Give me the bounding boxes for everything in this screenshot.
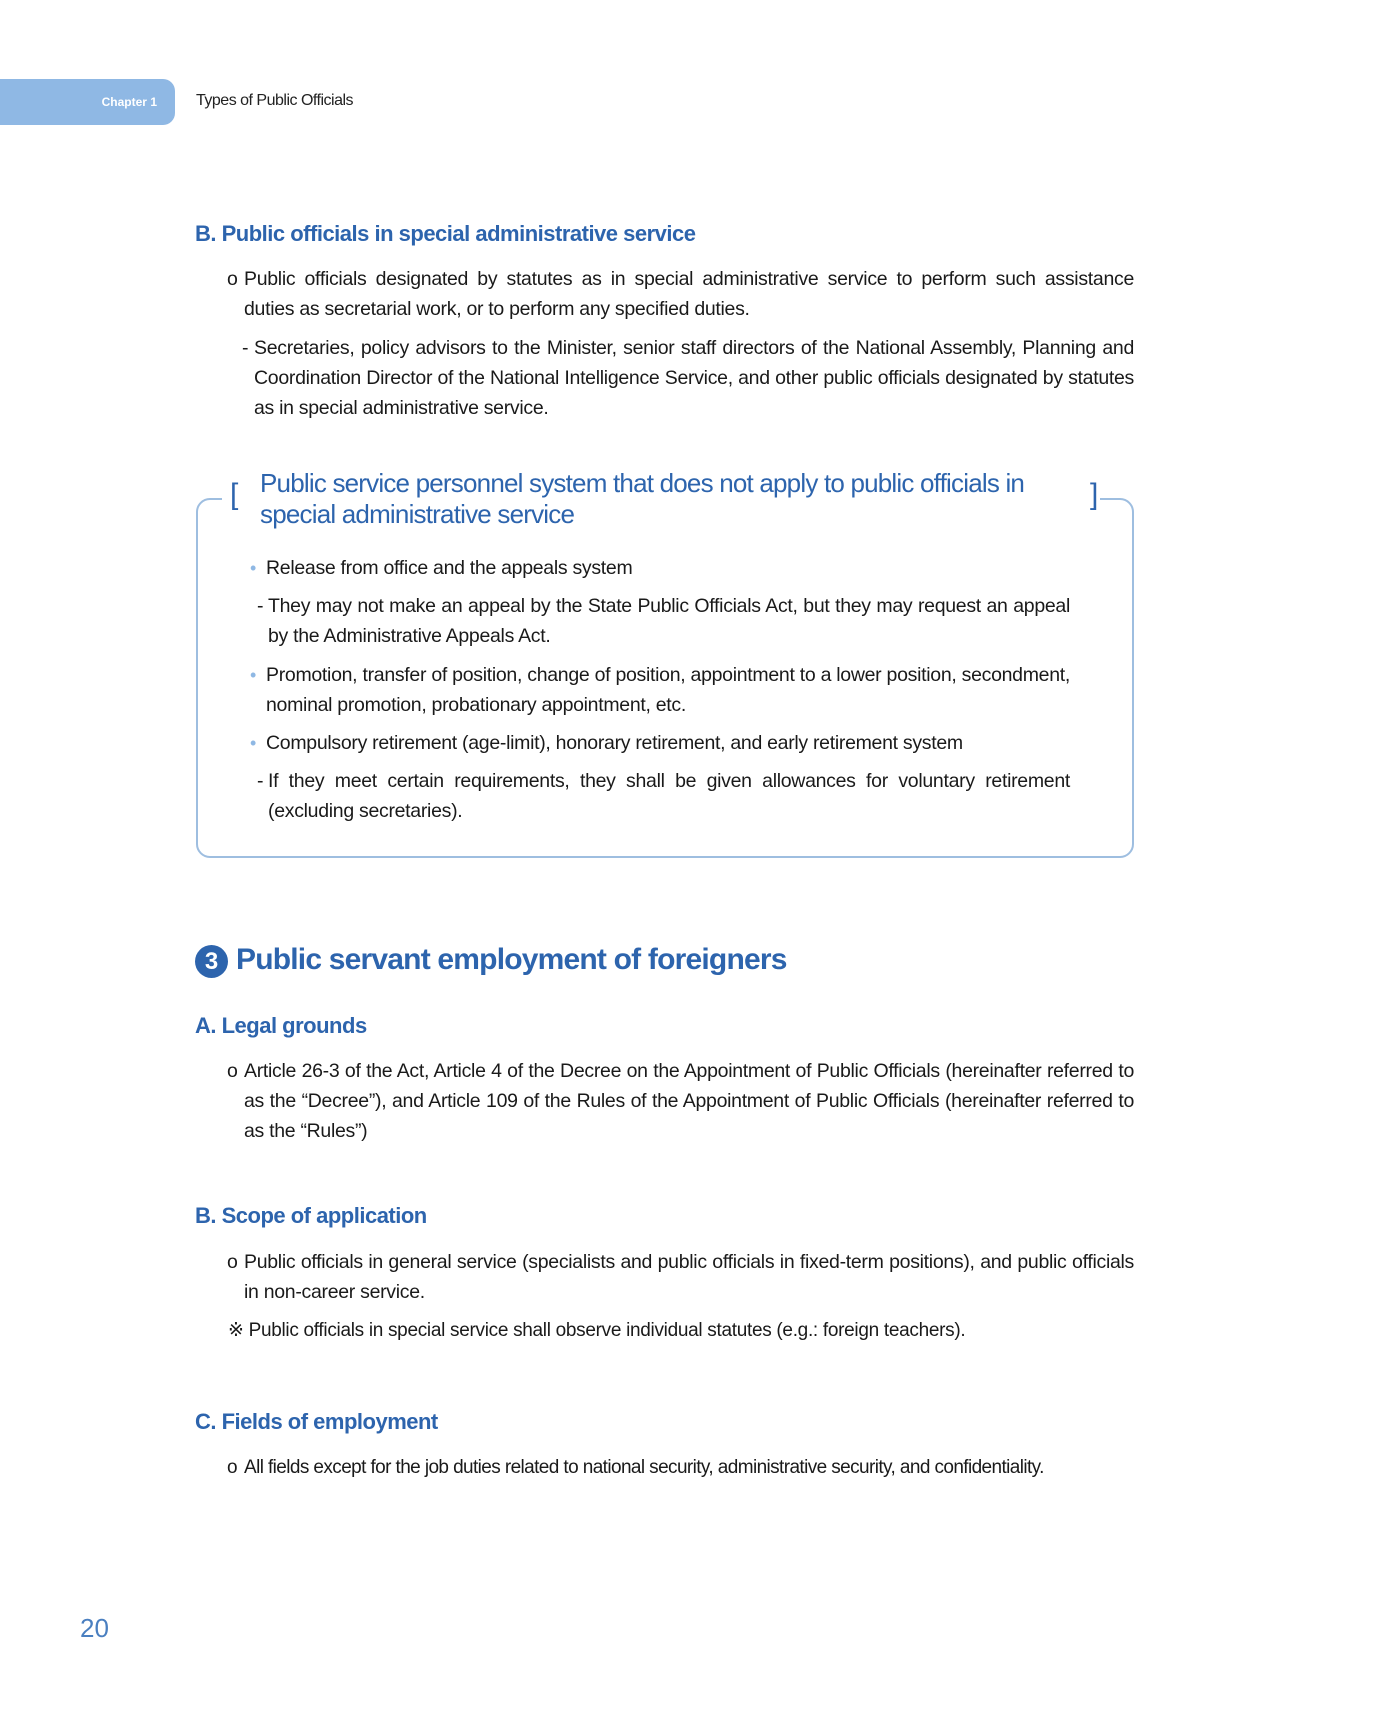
bracket-open: [	[230, 478, 239, 511]
bullet-legal-grounds	[227, 1056, 1134, 1146]
dash-special-service	[242, 333, 1134, 423]
running-title: Types of Public Officials	[196, 92, 354, 109]
bullet-text: Public officials designated by statutes as in special administrative service to perform such assistance duties as secretarial work, or to perform any specified duties.	[244, 268, 1134, 320]
dash-marker: -	[257, 595, 264, 617]
heading-fields: C. Fields of employment	[195, 1409, 438, 1434]
circle-bullet-icon: o	[227, 1060, 238, 1082]
bullet-scope	[227, 1247, 1134, 1307]
callout-item-1-sub-text: They may not make an appeal by the State Public Officials Act, but they may request an appeal by the Administrative Appeals Act.	[268, 595, 1070, 647]
heading-scope: B. Scope of application	[195, 1203, 427, 1228]
legal-grounds-text: Article 26-3 of the Act, Article 4 of the Decree on the Appointment of Public Officials (hereinafter referred to as the “Decree”), and Article 109 of the Rules of the Appointment of Public Officials (hereinafter referred to as the “Rules”)	[244, 1060, 1134, 1142]
callout-item-3-text: Compulsory retirement (age-limit), honorary retirement, and early retirement system	[266, 732, 963, 754]
scope-note: ※ Public officials in special service shall observe individual statutes (e.g.: foreign teachers).	[228, 1320, 966, 1341]
circle-bullet-icon: o	[227, 1457, 237, 1478]
chapter-tab	[0, 79, 175, 125]
heading-legal-grounds: A. Legal grounds	[195, 1013, 367, 1038]
page-number: 20	[80, 1613, 109, 1643]
callout-item-1	[250, 553, 1070, 583]
circle-bullet-icon: o	[227, 1251, 238, 1273]
section-title: Public servant employment of foreigners	[236, 943, 787, 976]
dot-bullet-icon: •	[250, 665, 257, 685]
dash-marker: -	[242, 337, 249, 359]
circle-bullet-icon: o	[227, 268, 238, 290]
chapter-label: Chapter 1	[101, 95, 157, 109]
callout-title: Public service personnel system that does not apply to public officials in special administrative service	[260, 468, 1025, 529]
fields-text: All fields except for the job duties related to national security, administrative security, and confidentiality.	[244, 1457, 1044, 1478]
dot-bullet-icon: •	[250, 733, 257, 753]
dash-marker: -	[257, 770, 264, 792]
dot-bullet-icon: •	[250, 558, 257, 578]
bullet-special-service	[227, 264, 1134, 324]
callout-item-2	[250, 660, 1070, 720]
bullet-fields	[227, 1453, 1147, 1483]
callout-item-1-text: Release from office and the appeals system	[266, 557, 633, 579]
callout-item-1-sub	[257, 591, 1070, 651]
dash-text: Secretaries, policy advisors to the Minister, senior staff directors of the National Assembly, Planning and Coordination Director of the National Intelligence Service, and other public officials designated by statutes as in special administrative service.	[254, 337, 1134, 419]
heading-special-service: B. Public officials in special administrative service	[195, 221, 696, 246]
callout-item-3-sub-text: If they meet certain requirements, they shall be given allowances for voluntary retirement (excluding secretaries).	[268, 770, 1070, 822]
callout-item-3-sub	[257, 766, 1070, 826]
callout-item-3	[250, 728, 1070, 758]
bracket-close: ]	[1090, 478, 1099, 511]
callout-item-2-text: Promotion, transfer of position, change of position, appointment to a lower position, secondment, nominal promotion, probationary appointment, etc.	[266, 664, 1070, 716]
section-number-badge: 3	[195, 945, 228, 978]
scope-text: Public officials in general service (specialists and public officials in fixed-term positions), and public officials in non-career service.	[244, 1251, 1134, 1303]
